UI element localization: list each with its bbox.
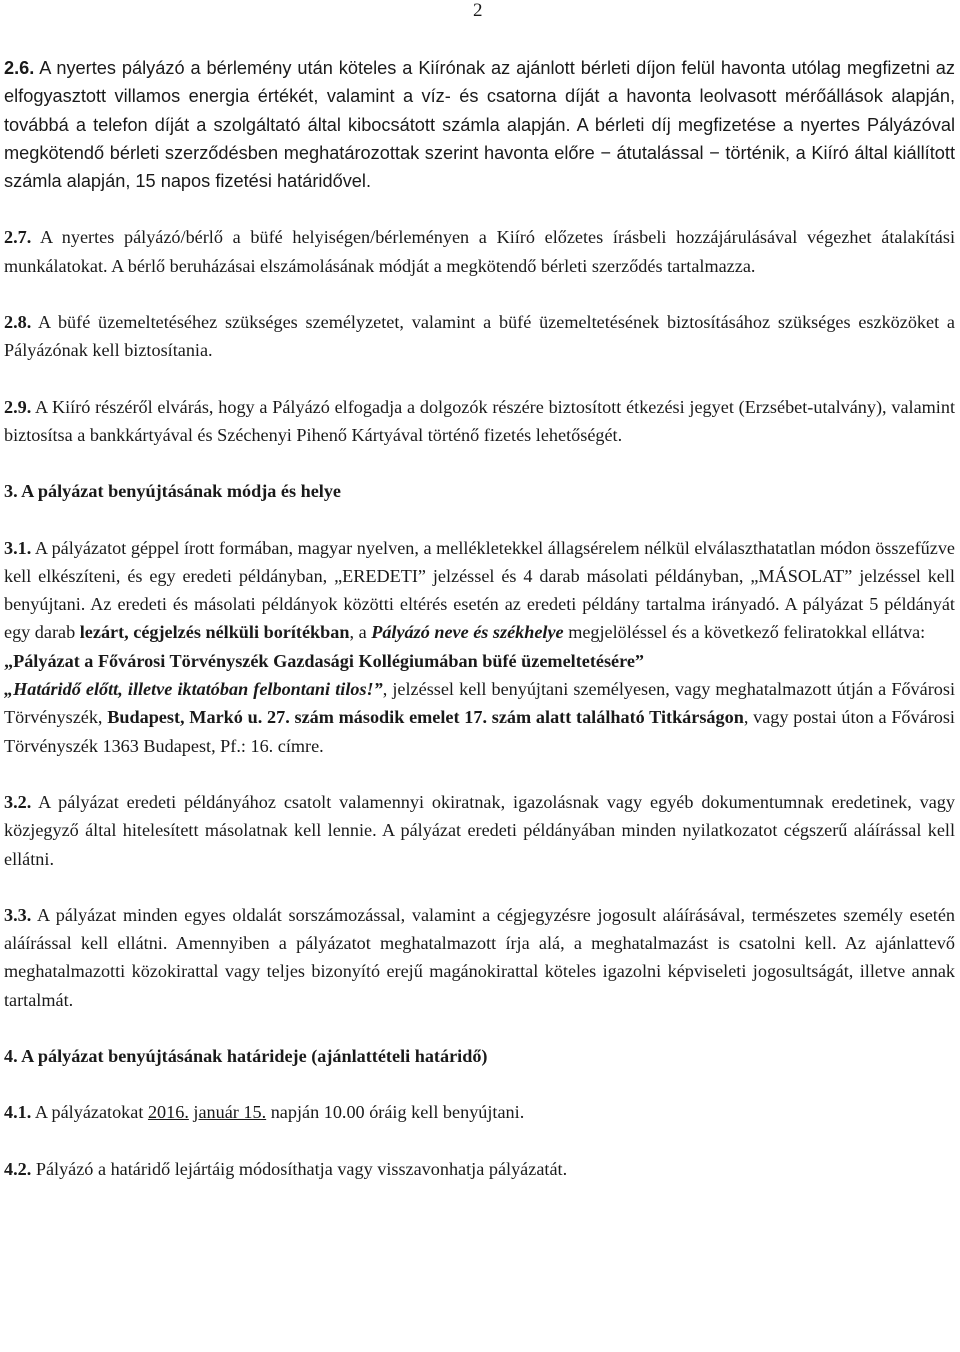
document-body	[4, 54, 955, 1183]
paragraph-text: A nyertes pályázó a bérlemény után köteles a Kiírónak az ajánlott bérleti díjon felül havonta utólag megfizetni az elfogyasztott villamos energia értékét, valamint a víz- és csatorna díját a havonta leolvasott mérőállások alapján, továbbá a telefon díját a szolgáltató által kibocsátott számla alapján. A bérleti díj megfizetése a nyertes Pályázóval megkötendő bérleti szerződésben meghatározottak szerint havonta előre − átutalással − történik, a Kiíró által kiállított számla alapján, 15 napos fizetési határidővel.	[4, 58, 955, 192]
paragraph-text: A nyertes pályázó/bérlő a büfé helyiségen/bérleményen a Kiíró előzetes írásbeli hozzájárulásával végezhet átalakítási munkálatokat. A bérlő beruházásai elszámolásának módját a megkötendő bérleti szerződés tartalmazza.	[4, 227, 955, 276]
deadline-date: január 15.	[193, 1102, 267, 1123]
paragraph-text: A büfé üzemeltetéséhez szükséges személyzetet, valamint a büfé üzemeltetésének biztosításához szükséges eszközöket a Pályázónak kell biztosítania.	[4, 312, 955, 361]
section-number: 3.1.	[4, 537, 32, 558]
deadline-year: 2016.	[147, 1102, 189, 1123]
paragraph-2-7	[4, 223, 955, 280]
paragraph-4-1: 4.1. A pályázatokat 2016. január 15. napján 10.00 óráig kell benyújtani.	[4, 1102, 525, 1123]
envelope-label-line: „Pályázat a Fővárosi Törvényszék Gazdasági Kollégiumában büfé üzemeltetésére”	[4, 650, 645, 671]
paragraph-2-6	[4, 54, 955, 195]
section-number: 2.9.	[4, 396, 32, 417]
paragraph-3-3	[4, 901, 955, 1014]
section-number: 3.2.	[4, 791, 32, 812]
address-bold: Budapest, Markó u. 27. szám második emelet 17. szám alatt található Titkárságon	[107, 707, 744, 728]
paragraph-4-2	[4, 1155, 955, 1183]
section-number: 2.8.	[4, 312, 32, 333]
section-number: 2.7.	[4, 227, 32, 248]
paragraph-3-1: 3.1. A pályázatot géppel írott formában, magyar nyelven, a mellékletekkel állagsérelem nélkül elválaszthatatlan módon összefűzve kell elkészíteni, és egy eredeti példányban, „EREDETI” jelzéssel és 4 darab másolati példányban, „MÁSOLAT” jelzéssel kell benyújtani. Az eredeti és másolati példányok közötti eltérés esetén az eredeti példány tartalma irányadó. A pályázat 5 példányát egy darab lezárt, cégjelzés nélküli borítékban, a Pályázó neve és székhelye megjelöléssel és a következő feliratokkal ellátva: „Pályázat a Fővárosi Törvényszék Gazdasági Kollégiumában büfé üzemeltetésére” „Határidő előtt, illetve iktatóban felbontani tilos!”, jelzéssel kell benyújtani személyesen, vagy meghatalmazott útján a Fővárosi Törvényszék, Budapest, Markó u. 27. szám második emelet 17. szám alatt található Titkárságon, vagy postai úton a Fővárosi Törvényszék 1363 Budapest, Pf.: 16. címre.	[4, 537, 955, 756]
paragraph-3-2	[4, 788, 955, 873]
section-heading-3: 3. A pályázat benyújtásának módja és helye	[4, 481, 342, 502]
section-heading-4: 4. A pályázat benyújtásának határideje (ajánlattételi határidő)	[4, 1046, 488, 1067]
paragraph-text: Pályázó a határidő lejártáig módosíthatja vagy visszavonhatja pályázatát.	[31, 1158, 568, 1179]
section-number: 3.3.	[4, 904, 32, 925]
paragraph-text: A pályázat minden egyes oldalát sorszámozással, valamint a cégjegyzésre jogosult aláírásával, természetes személy esetén aláírással kell ellátni. Amennyiben a pályázatot meghatalmazott írja alá, a meghatalmazást is csatolni kell. Az ajánlattevő meghatalmazotti közokirattal vagy teljes bizonyító erejű magánokirattal köteles igazolni képviseleti jogosultságát, illetve annak tartalmát.	[4, 904, 955, 1010]
section-number: 4.2.	[4, 1158, 32, 1179]
section-number: 2.6.	[4, 58, 35, 78]
paragraph-text: A pályázat eredeti példányához csatolt valamennyi okiratnak, igazolásnak vagy egyéb dokumentumnak eredetinek, vagy közjegyző által hitelesített másolatnak kell lennie. A pályázat eredeti példányában minden nyilatkozatot cégszerű aláírással kell ellátni.	[4, 791, 955, 869]
paragraph-2-8	[4, 308, 955, 365]
section-number: 4.1.	[4, 1102, 32, 1123]
do-not-open-label: „Határidő előtt, illetve iktatóban felbontani tilos!”	[4, 679, 383, 700]
paragraph-text: A Kiíró részéről elvárás, hogy a Pályázó elfogadja a dolgozók részére biztosított étkezési jegyet (Erzsébet-utalvány), valamint biztosítsa a bankkártyával és Széchenyi Pihenő Kártyával történő fizetés lehetőségét.	[4, 396, 955, 445]
page-number: 2	[473, 0, 483, 21]
paragraph-2-9	[4, 393, 955, 450]
